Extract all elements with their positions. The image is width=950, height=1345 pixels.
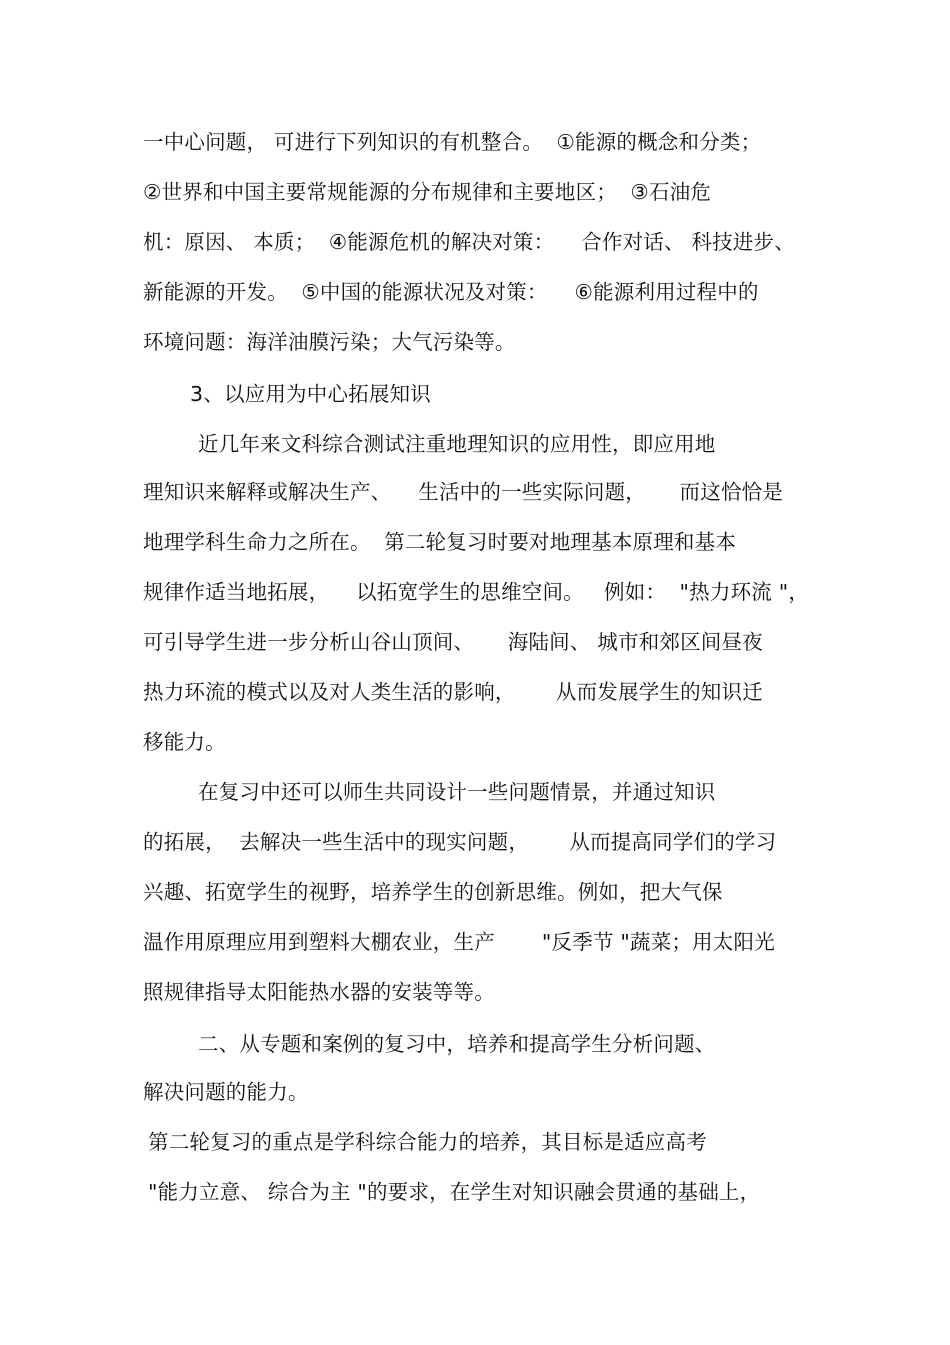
text-line: 移能力。	[143, 730, 226, 754]
text-line: 的拓展， 去解决一些生活中的现实问题， 从而提高同学们的学习	[143, 830, 777, 854]
text-line: 规律作适当地拓展， 以拓宽学生的思维空间。 例如： "热力环流 "，	[143, 580, 810, 604]
text-line: 一中心问题， 可进行下列知识的有机整合。 ①能源的概念和分类；	[143, 130, 762, 154]
text-line: 兴趣、拓宽学生的视野，培养学生的创新思维。例如，把大气保	[143, 880, 723, 904]
text-line: 新能源的开发。 ⑤中国的能源状况及对策： ⑥能源利用过程中的	[143, 280, 759, 304]
text-line: 机：原因、 本质； ④能源危机的解决对策： 合作对话、 科技进步、	[143, 230, 795, 254]
text-line: 可引导学生进一步分析山谷山顶间、 海陆间、 城市和郊区间昼夜	[143, 630, 763, 654]
section-heading: 3、以应用为中心拓展知识	[190, 382, 431, 406]
text-line: 地理学科生命力之所在。 第二轮复习时要对地理基本原理和基本	[143, 530, 737, 554]
text-line: 近几年来文科综合测试注重地理知识的应用性，即应用地	[198, 432, 716, 456]
text-line: "能力立意、 综合为主 "的要求，在学生对知识融会贯通的基础上，	[148, 1180, 761, 1204]
text-line: 解决问题的能力。	[143, 1080, 309, 1104]
text-line: 理知识来解释或解决生产、 生活中的一些实际问题， 而这恰恰是	[143, 480, 784, 504]
text-line: 热力环流的模式以及对人类生活的影响， 从而发展学生的知识迁	[143, 680, 763, 704]
section-heading: 二、从专题和案例的复习中，培养和提高学生分析问题、	[198, 1032, 716, 1056]
text-line: 照规律指导太阳能热水器的安装等等。	[143, 980, 495, 1004]
text-line: 在复习中还可以师生共同设计一些问题情景，并通过知识	[198, 780, 716, 804]
text-line: ②世界和中国主要常规能源的分布规律和主要地区； ③石油危	[143, 180, 712, 204]
text-line: 环境问题：海洋油膜污染；大气污染等。	[143, 330, 516, 354]
text-line: 第二轮复习的重点是学科综合能力的培养，其目标是适应高考	[148, 1130, 707, 1154]
text-line: 温作用原理应用到塑料大棚农业，生产 "反季节 "蔬菜；用太阳光	[143, 930, 775, 954]
